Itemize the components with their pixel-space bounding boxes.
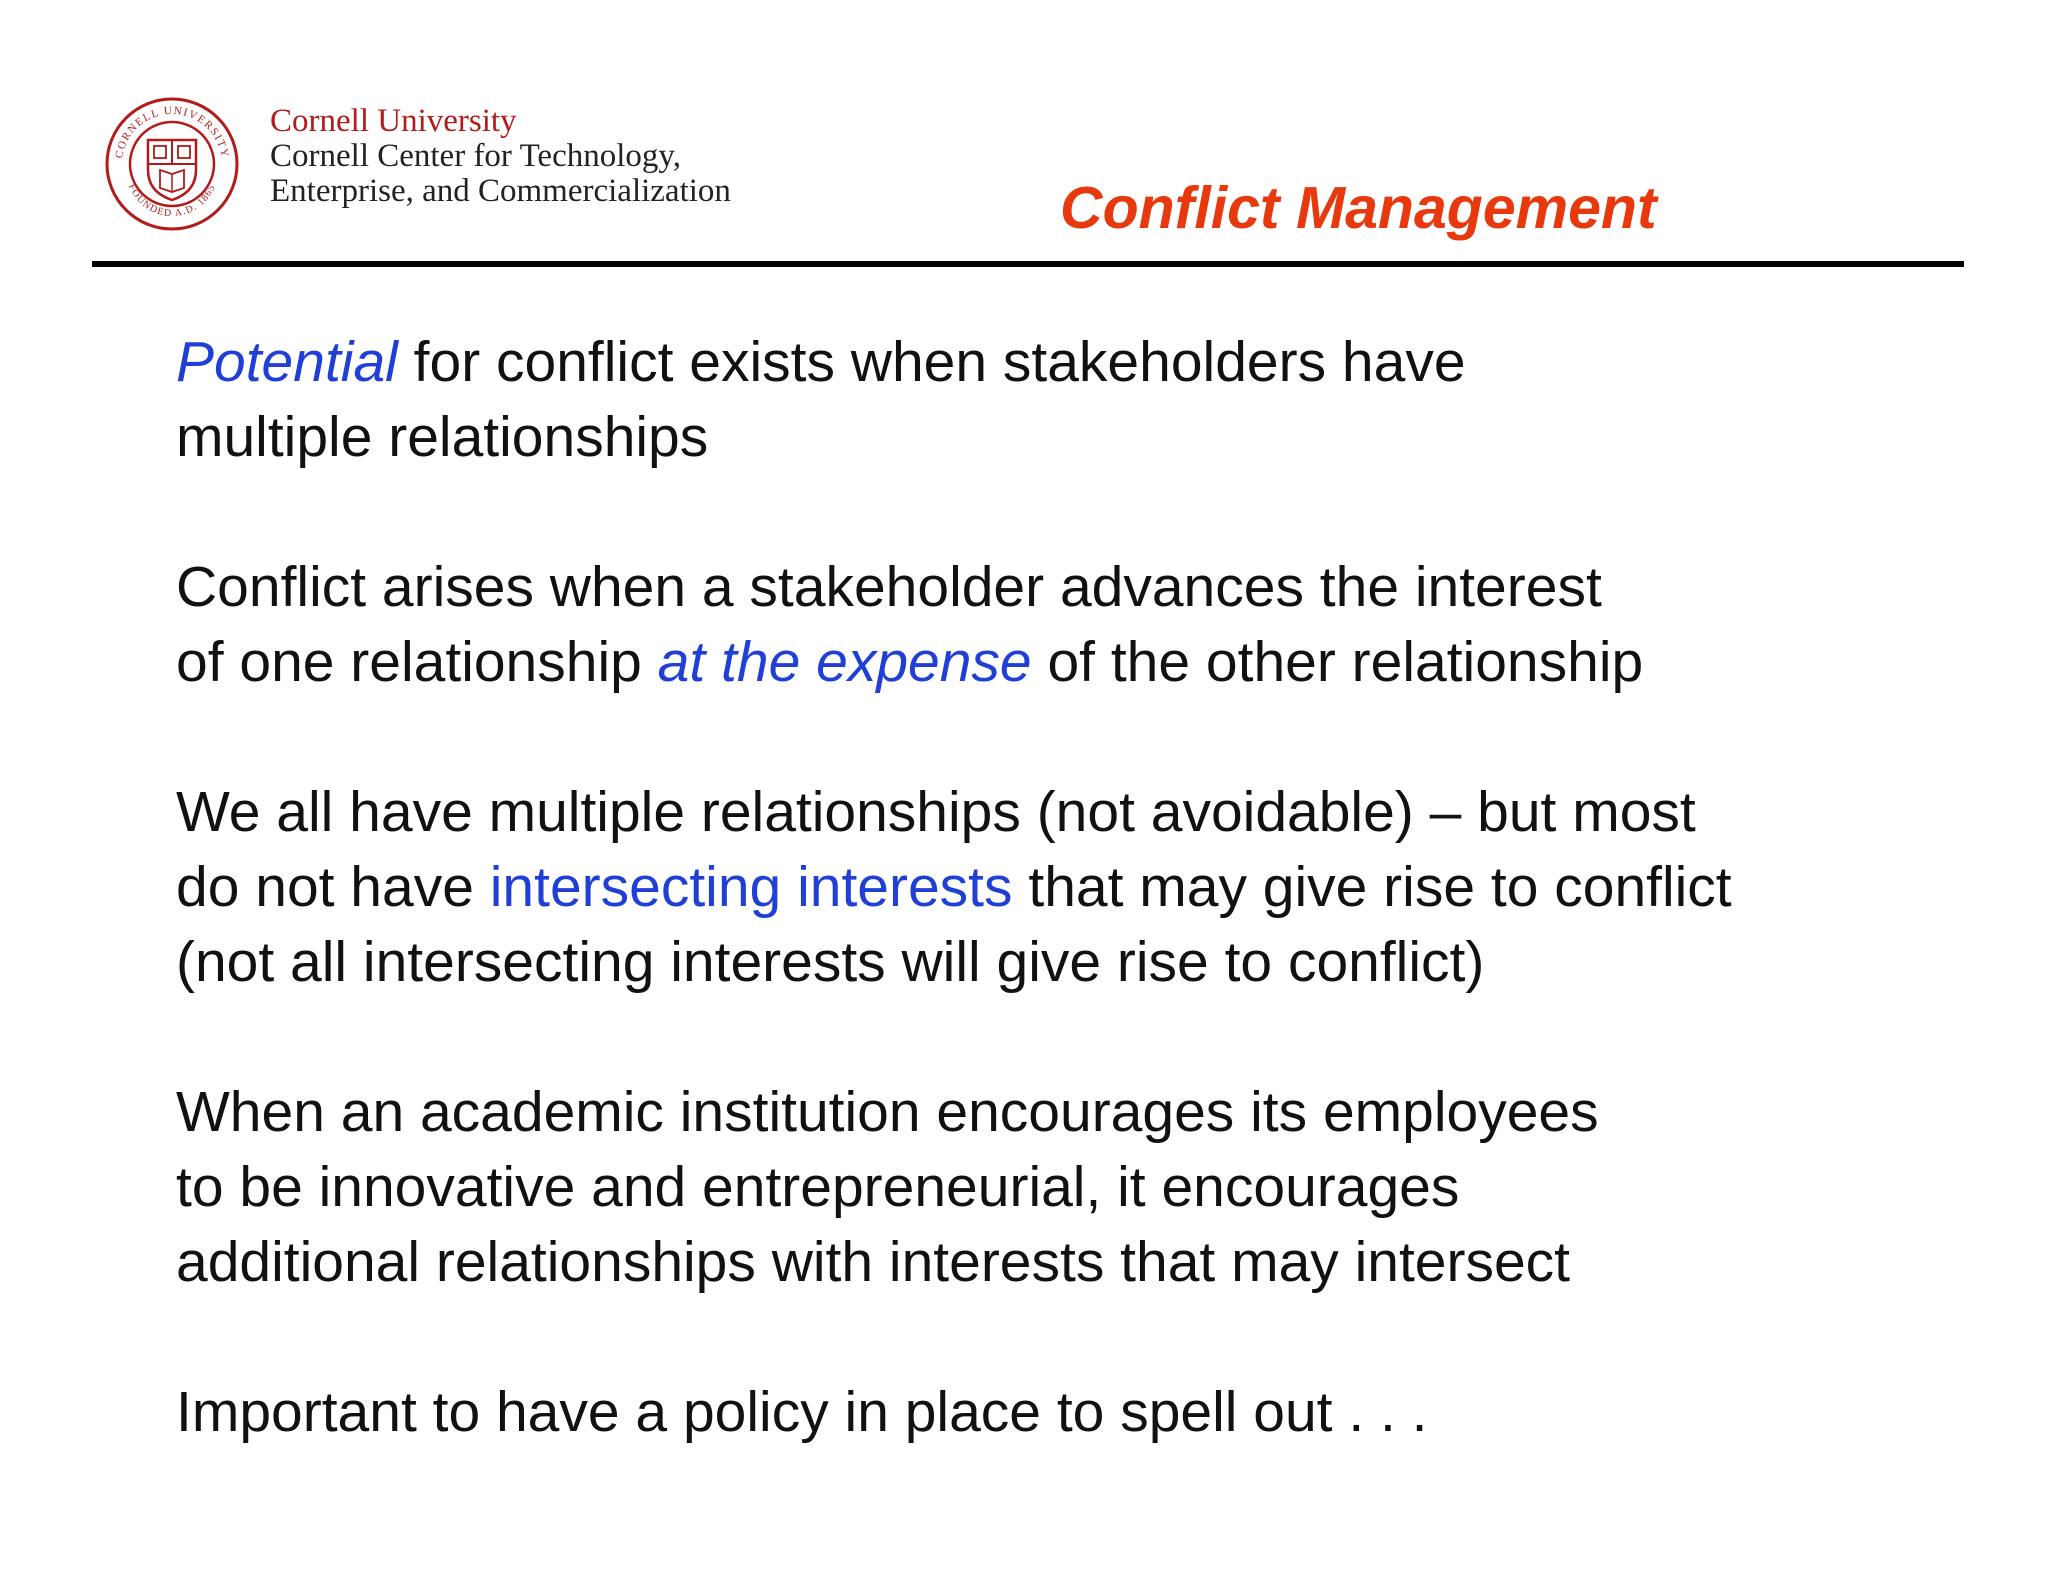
text-run: do not have <box>176 855 490 919</box>
header-divider <box>92 261 1964 267</box>
paragraph-1 <box>176 325 1976 475</box>
paragraph-2-line-2 <box>176 625 1976 700</box>
paragraph-5-line-1: Important to have a policy in place to spell out . . . <box>176 1380 1428 1444</box>
paragraph-4-line-3: additional relationships with interests that may intersect <box>176 1230 1571 1294</box>
emphasis-at-the-expense: at the expense <box>657 630 1032 694</box>
text-run: that may give rise to conflict <box>1012 855 1732 919</box>
paragraph-4 <box>176 1075 1976 1300</box>
text-run: of the other relationship <box>1031 630 1644 694</box>
paragraph-4-line-1: When an academic institution encourages its employees <box>176 1080 1599 1144</box>
paragraph-3-line-3: (not all intersecting interests will give rise to conflict) <box>176 930 1485 994</box>
paragraph-5 <box>176 1375 1976 1450</box>
paragraph-3-line-2 <box>176 850 1976 925</box>
slide-header <box>0 0 2048 270</box>
emphasis-potential: Potential <box>176 330 398 394</box>
org-line-2: Enterprise, and Commercialization <box>270 173 731 209</box>
cornell-seal-icon <box>104 96 240 232</box>
text-run: of one relationship <box>176 630 658 694</box>
highlight-intersecting-interests: intersecting interests <box>489 855 1013 919</box>
paragraph-1-line-1 <box>176 325 1976 400</box>
text-run: for conflict exists when stakeholders have <box>397 330 1466 394</box>
paragraph-1-line-2: multiple relationships <box>176 405 709 469</box>
paragraph-3 <box>176 775 1976 1000</box>
slide-title: Conflict Management <box>1060 175 1657 241</box>
org-name: Cornell University <box>270 103 517 139</box>
paragraph-2 <box>176 550 1976 700</box>
slide-body <box>176 325 1976 1450</box>
seal-text-bottom: FOUNDED A.D. 1865 <box>125 182 219 220</box>
paragraph-2-line-1: Conflict arises when a stakeholder advances the interest <box>176 555 1602 619</box>
org-block <box>270 104 731 209</box>
paragraph-4-line-2: to be innovative and entrepreneurial, it encourages <box>176 1155 1460 1219</box>
org-line-1: Cornell Center for Technology, <box>270 138 682 174</box>
seal-text-top: CORNELL UNIVERSITY <box>113 104 231 160</box>
paragraph-3-line-1: We all have multiple relationships (not avoidable) – but most <box>176 780 1696 844</box>
